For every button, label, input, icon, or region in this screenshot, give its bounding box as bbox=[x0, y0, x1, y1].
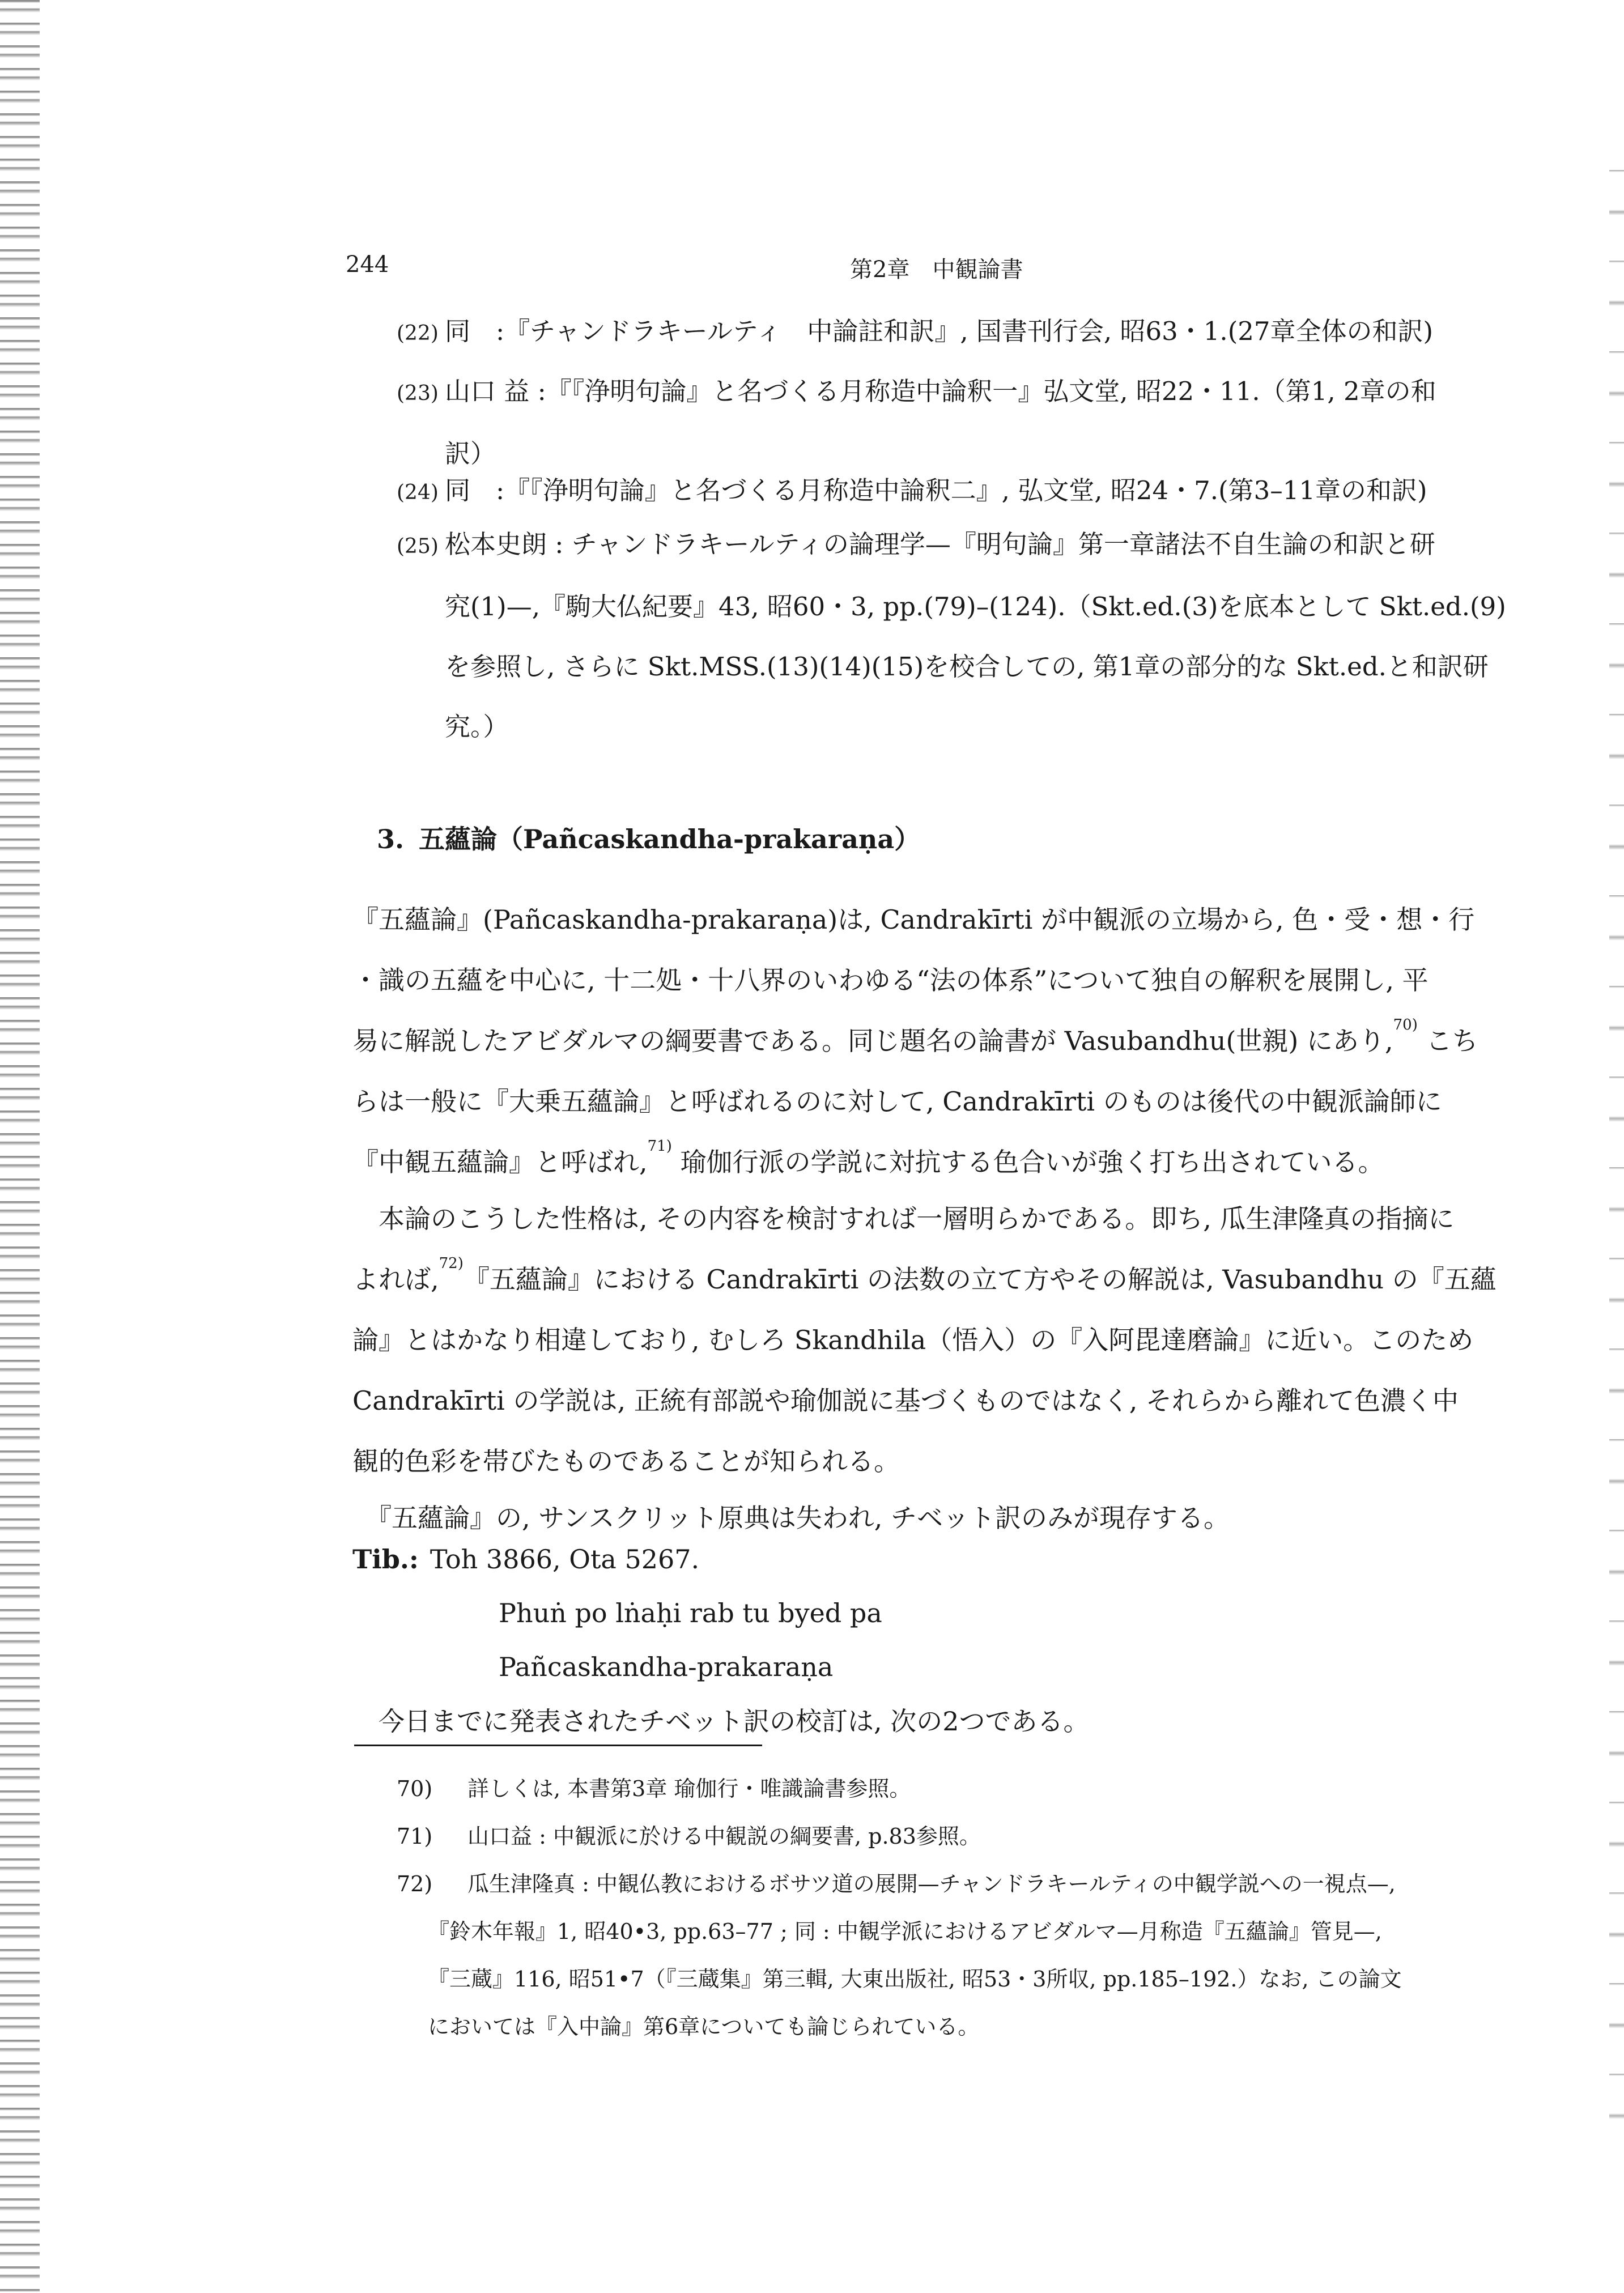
bib-text: 同 :『チャンドラキールティ 中論註和訳』, 国書刊行会, 昭63・1.(27章全体の和訳) bbox=[445, 316, 1434, 346]
text-line: 易に解説したアビダルマの綱要書である。同じ題名の論書が Vasubandhu(世親) にあり,$^{70)}$ こち bbox=[352, 1016, 1478, 1056]
footnote-rule bbox=[354, 1745, 762, 1746]
footnote-text-continued: においては『入中論』第6章についても論じられている。 bbox=[428, 2014, 980, 2039]
footnote-ref-70[interactable]: 70) bbox=[1393, 1016, 1418, 1033]
footnote-number: 70) bbox=[397, 1776, 433, 1801]
page-number: 244 bbox=[346, 252, 389, 278]
bib-text: 山口 益 :『『浄明句論』と名づくる月称造中論釈一』弘文堂, 昭22・11.（第1, 2章の和 bbox=[445, 376, 1436, 406]
footnote-72 bbox=[397, 1860, 1558, 2050]
text-line: 本論のこうした性格は, その内容を検討すれば一層明らかである。即ち, 瓜生津隆真の指摘に bbox=[352, 1203, 1455, 1234]
tibetan-catalog-numbers: Toh 3866, Ota 5267. bbox=[430, 1544, 700, 1575]
text-line: 『五蘊論』(Pañcaskandha-prakaraṇa)は, Candrakīrti が中観派の立場から, 色・受・想・行 bbox=[352, 904, 1475, 935]
bib-text-continued: 訳） bbox=[445, 439, 496, 469]
chapter-title: 第2章 中観論書 bbox=[850, 257, 1023, 283]
text-line: Candrakīrti の学説は, 正統有部説や瑜伽説に基づくものではなく, それらから離れて色濃く中 bbox=[352, 1385, 1459, 1416]
bib-text-continued: 究。） bbox=[445, 712, 509, 742]
footnote-ref-72[interactable]: 72) bbox=[439, 1255, 464, 1272]
bib-number: (25) bbox=[397, 535, 439, 558]
text-line: 論』とはかなり相違しており, むしろ Skandhila（悟入）の『入阿毘達磨論』に近い。このため bbox=[352, 1325, 1474, 1355]
bib-entry-22 bbox=[397, 301, 1558, 364]
paragraph-closing bbox=[352, 1691, 1559, 1752]
section-title: 五蘊論（Pañcaskandha-prakaraṇa） bbox=[419, 824, 921, 854]
scan-edge-artifact bbox=[0, 0, 40, 2293]
bib-entry-24 bbox=[397, 461, 1558, 523]
bib-number: (24) bbox=[397, 481, 439, 504]
footnote-number: 71) bbox=[397, 1824, 433, 1849]
section-number: 3. bbox=[377, 824, 405, 854]
tibetan-label: Tib.: bbox=[352, 1544, 419, 1575]
text-line: 『五蘊論』の, サンスクリット原典は失われ, チベット訳のみが現存する。 bbox=[352, 1503, 1230, 1533]
bib-entry-25 bbox=[397, 514, 1558, 757]
bib-text: 同 :『『浄明句論』と名づくる月称造中論釈二』, 弘文堂, 昭24・7.(第3–11章の和訳) bbox=[445, 475, 1427, 505]
bib-text-continued: を参照し, さらに Skt.MSS.(13)(14)(15)を校合しての, 第1章の部分的な Skt.ed.と和訳研 bbox=[445, 652, 1489, 682]
tibetan-title: Phuṅ po lṅaḥi rab tu byed pa bbox=[499, 1598, 882, 1628]
footnote-70 bbox=[397, 1765, 1558, 1813]
footnote-text: 瓜生津隆真 : 中観仏教におけるボサツ道の展開—チャンドラキールティの中観学説への一視点—, bbox=[467, 1871, 1396, 1896]
text-line: 『中観五蘊論』と呼ばれ,$^{71)}$ 瑜伽行派の学説に対抗する色合いが強く打ち出されている。 bbox=[352, 1138, 1384, 1177]
text-line: 今日までに発表されたチベット訳の校訂は, 次の2つである。 bbox=[352, 1706, 1090, 1737]
tibetan-catalog bbox=[352, 1544, 699, 1575]
footnote-text-continued: 『鈴木年報』1, 昭40•3, pp.63–77 ; 同 : 中観学派におけるアビダルマ—月称造『五蘊論』管見—, bbox=[428, 1919, 1382, 1944]
text-line: よれば,$^{72)}$『五蘊論』における Candrakīrti の法数の立て方やその解説は, Vasubandhu の『五蘊 bbox=[352, 1255, 1497, 1295]
text-line: らは一般に『大乗五蘊論』と呼ばれるのに対して, Candrakīrti のものは後代の中観派論師に bbox=[352, 1086, 1442, 1117]
footnote-text-continued: 『三蔵』116, 昭51•7（『三蔵集』第三輯, 大東出版社, 昭53・3所収, pp.185–192.）なお, この論文 bbox=[428, 1967, 1402, 1992]
bib-text-continued: 究(1)—,『駒大仏紀要』43, 昭60・3, pp.(79)–(124).（Skt.ed.(3)を底本として Skt.ed.(9) bbox=[445, 592, 1506, 622]
bib-number: (23) bbox=[397, 382, 439, 405]
footnote-ref-71[interactable]: 71) bbox=[647, 1138, 672, 1155]
paragraph-intro bbox=[352, 890, 1559, 1193]
scan-edge-artifact-right bbox=[1609, 170, 1624, 2153]
footnote-number: 72) bbox=[397, 1871, 433, 1896]
paragraph-character bbox=[352, 1189, 1559, 1492]
text-line: ・識の五蘊を中心に, 十二処・十八界のいわゆる“法の体系”について独自の解釈を展開し, 平 bbox=[352, 965, 1429, 996]
paragraph-extant bbox=[352, 1488, 1559, 1548]
bib-text: 松本史朗 : チャンドラキールティの論理学—『明句論』第一章諸法不自生論の和訳と研 bbox=[445, 529, 1435, 559]
footnote-text: 山口益 : 中観派に於ける中観説の綱要書, p.83参照。 bbox=[467, 1824, 981, 1849]
footnote-text: 詳しくは, 本書第3章 瑜伽行・唯識論書参照。 bbox=[467, 1776, 911, 1801]
text-line: 観的色彩を帯びたものであることが知られる。 bbox=[352, 1446, 900, 1477]
bib-number: (22) bbox=[397, 322, 439, 345]
section-heading bbox=[377, 819, 920, 856]
footnote-71 bbox=[397, 1813, 1558, 1860]
sanskrit-title: Pañcaskandha-prakaraṇa bbox=[499, 1652, 834, 1682]
